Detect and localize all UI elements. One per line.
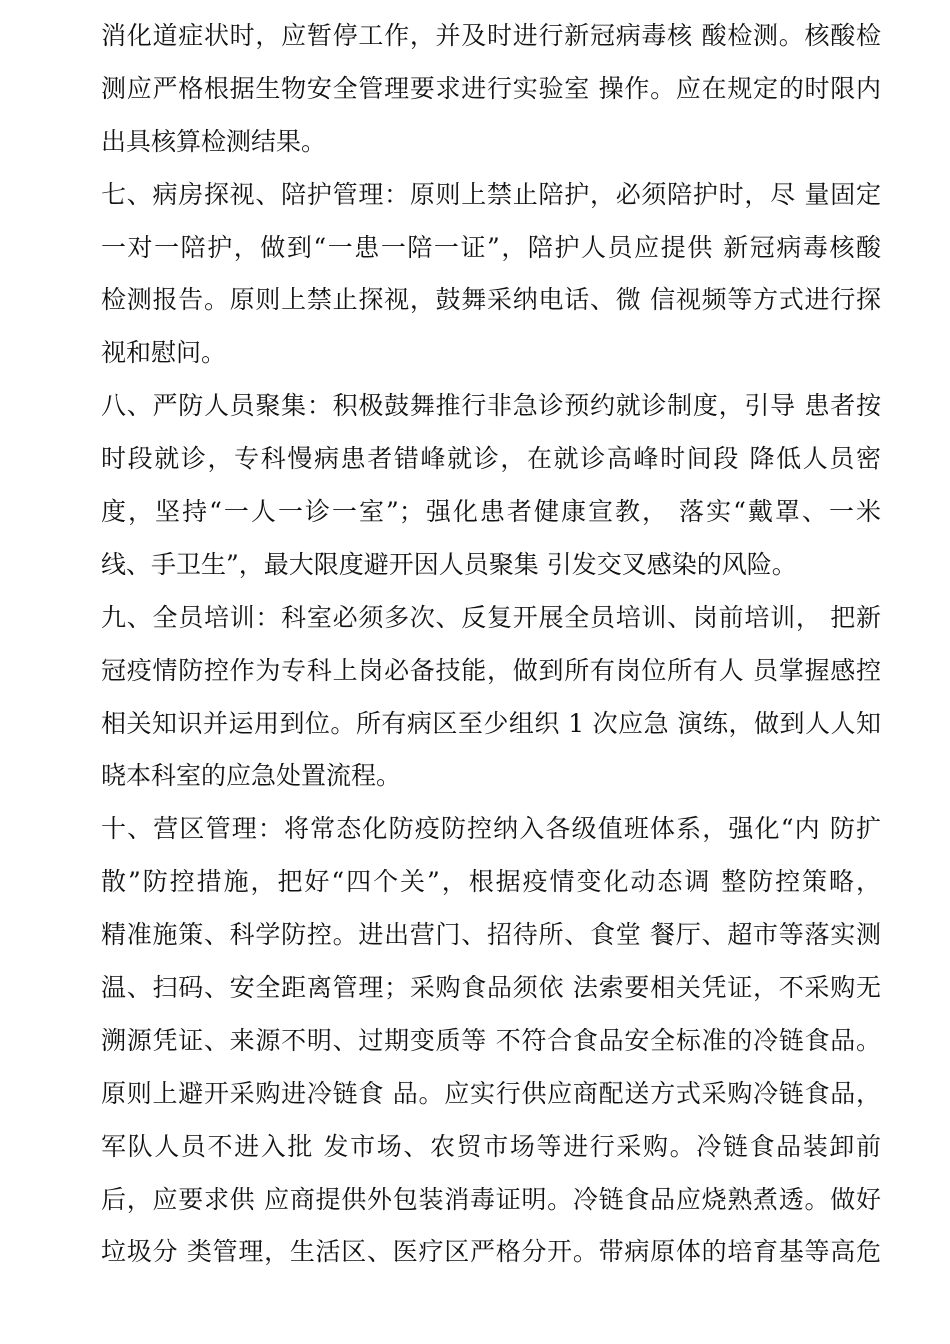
paragraph-9 (101, 592, 881, 804)
text-line: 出具核算检测结果。 (101, 126, 327, 156)
text-line: 相关知识并运用到位。所有病区至少组织 1 次应急 演练，做到人人知 (101, 708, 881, 738)
text-line: 溯源凭证、来源不明、过期变质等 不符合食品安全标准的冷链食品。 (101, 1025, 881, 1055)
text-line: 十、营区管理：将常态化防疫防控纳入各级值班体系，强化“内 防扩 (101, 814, 881, 844)
text-line: 七、病房探视、陪护管理：原则上禁止陪护，必须陪护时，尽 量固定 (101, 179, 881, 209)
text-line: 冠疫情防控作为专科上岗必备技能，做到所有岗位所有人 员掌握感控 (101, 655, 881, 685)
text-line: 原则上避开采购进冷链食 品。应实行供应商配送方式采购冷链食品， (101, 1078, 881, 1108)
paragraph-10 (101, 803, 881, 1279)
text-line: 消化道症状时，应暂停工作，并及时进行新冠病毒核 酸检测。核酸检 (101, 21, 881, 50)
text-line: 军队人员不进入批 发市场、农贸市场等进行采购。冷链食品装卸前 (101, 1131, 881, 1161)
text-line: 温、扫码、安全距离管理；采购食品须依 法索要相关凭证，不采购无 (101, 973, 881, 1003)
text-line: 线、手卫生”，最大限度避开因人员聚集 引发交叉感染的风险。 (101, 549, 797, 579)
document-body (101, 10, 881, 1279)
text-line: 垃圾分 类管理，生活区、医疗区严格分开。带病原体的培育基等高危 (101, 1237, 881, 1267)
text-line: 测应严格根据生物安全管理要求进行实验室 操作。应在规定的时限内 (101, 73, 881, 103)
text-line: 九、全员培训：科室必须多次、反复开展全员培训、岗前培训， 把新 (101, 602, 881, 632)
paragraph-6-tail (101, 10, 881, 169)
text-line: 晓本科室的应急处置流程。 (101, 761, 402, 791)
text-line: 时段就诊，专科慢病患者错峰就诊，在就诊高峰时间段 降低人员密 (101, 444, 881, 474)
text-line: 精准施策、科学防控。进出营门、招待所、食堂 餐厅、超市等落实测 (101, 920, 881, 950)
text-line: 度，坚持“一人一诊一室”；强化患者健康宣教， 落实“戴罩、一米 (101, 497, 881, 527)
text-line: 检测报告。原则上禁止探视，鼓舞采纳电话、微 信视频等方式进行探 (101, 285, 881, 315)
text-line: 一对一陪护，做到“一患一陪一证”，陪护人员应提供 新冠病毒核酸 (101, 232, 881, 262)
text-line: 八、严防人员聚集：积极鼓舞推行非急诊预约就诊制度，引导 患者按 (101, 391, 881, 421)
paragraph-8 (101, 380, 881, 592)
text-line: 后，应要求供 应商提供外包装消毒证明。冷链食品应烧熟煮透。做好 (101, 1184, 881, 1214)
text-line: 散”防控措施，把好“四个关”，根据疫情变化动态调 整防控策略， (101, 867, 881, 897)
paragraph-7 (101, 169, 881, 381)
text-line: 视和慰问。 (101, 338, 227, 368)
